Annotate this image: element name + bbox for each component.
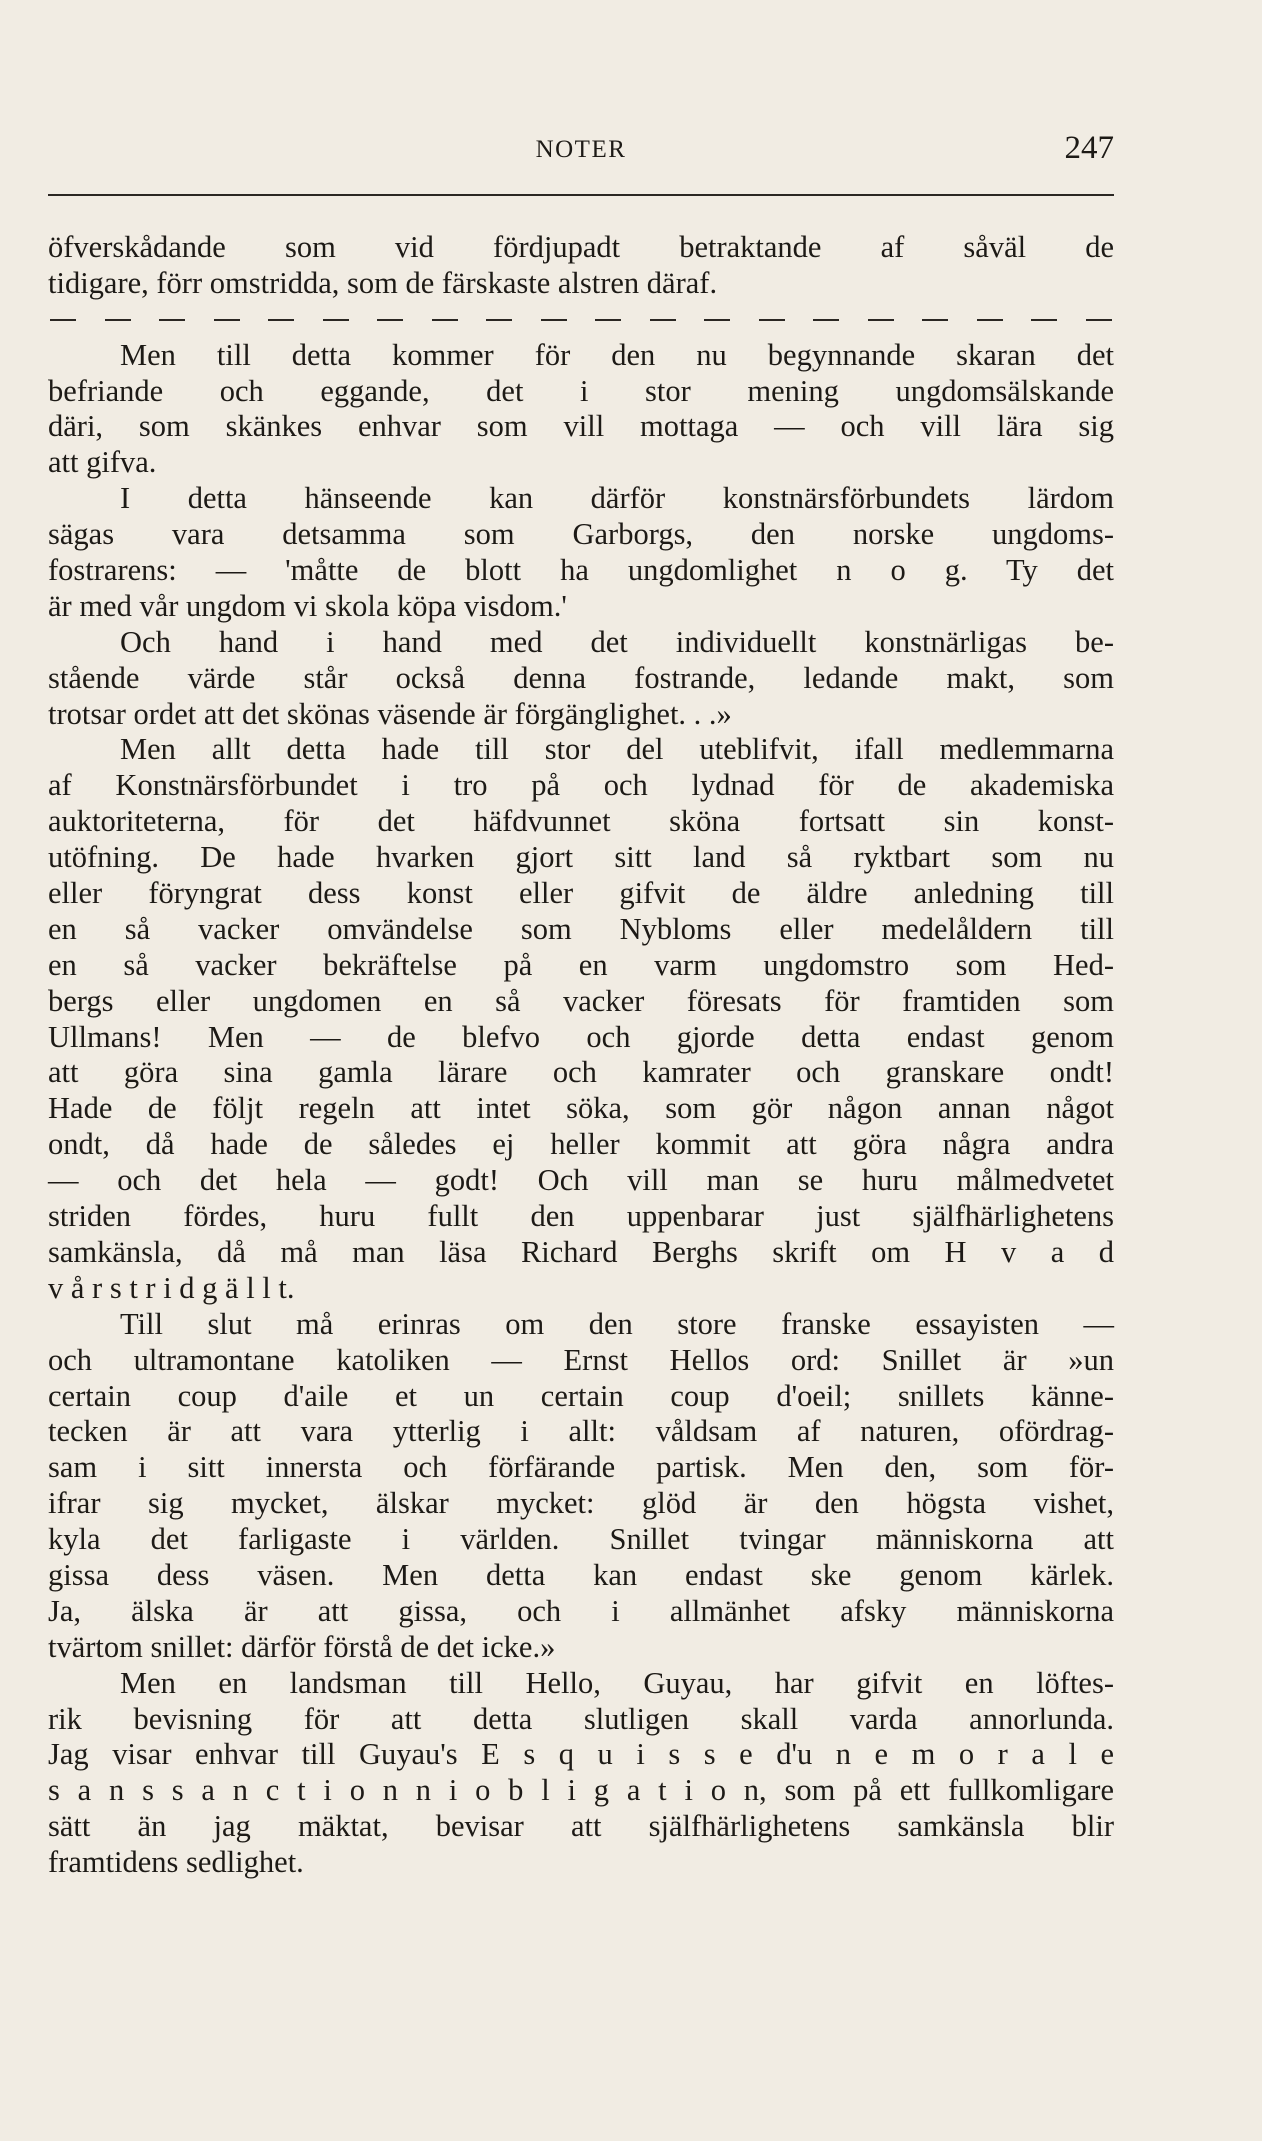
- text-line: Jag visar enhvar till Guyau's E s q u i s s e d'u n e m o r a l e: [48, 1737, 1114, 1772]
- text-line: striden fördes, huru fullt den uppenbarar just själfhärlighetens: [48, 1199, 1114, 1234]
- text-line: samkänsla, då må man läsa Richard Berghs skrift om H v a d: [48, 1234, 1114, 1269]
- text-line: att göra sina gamla lärare och kamrater och granskare ondt!: [48, 1055, 1114, 1090]
- text-line: sätt än jag mäktat, bevisar att själfhärlighetens samkänsla blir: [48, 1809, 1114, 1844]
- text-line: trotsar ordet att det skönas väsende är förgänglighet. . .»: [48, 696, 732, 731]
- text-line: Men en landsman till Hello, Guyau, har gifvit en löftes-: [120, 1665, 1114, 1700]
- text-line: rik bevisning för att detta slutligen skall varda annorlunda.: [48, 1701, 1114, 1736]
- text-line: Och hand i hand med det individuellt konstnärligas be-: [120, 624, 1114, 659]
- text-line: gissa dess väsen. Men detta kan endast ske genom kärlek.: [48, 1557, 1114, 1592]
- text-line: Ja, älska är att gissa, och i allmänhet afsky människorna: [48, 1593, 1114, 1628]
- text-line: Till slut må erinras om den store franske essayisten —: [120, 1306, 1114, 1341]
- text-line: I detta hänseende kan därför konstnärsförbundets lärdom: [120, 481, 1114, 516]
- text-line: är med vår ungdom vi skola köpa visdom.': [48, 588, 567, 623]
- text-line: tvärtom snillet: därför förstå de det icke.»: [48, 1629, 556, 1664]
- text-line: framtidens sedlighet.: [48, 1845, 304, 1880]
- text-line: tidigare, förr omstridda, som de färskaste alstren däraf.: [48, 265, 718, 300]
- text-line: fostrarens: — 'måtte de blott ha ungdomlighet n o g. Ty det: [48, 553, 1114, 588]
- text-line: v å r s t r i d g ä l l t.: [48, 1270, 295, 1305]
- text-line: auktoriteterna, för det häfdvunnet sköna fortsatt sin konst-: [48, 804, 1114, 839]
- text-line: af Konstnärsförbundet i tro på och lydnad för de akademiska: [48, 768, 1114, 803]
- text-line: stående värde står också denna fostrande, ledande makt, som: [48, 660, 1114, 695]
- text-line: en så vacker omvändelse som Nybloms eller medelåldern till: [48, 911, 1114, 946]
- text-line: och ultramontane katoliken — Ernst Hellos ord: Snillet är »un: [48, 1342, 1114, 1377]
- text-line: däri, som skänkes enhvar som vill mottaga — och vill lära sig: [48, 409, 1114, 444]
- page-number: 247: [1064, 130, 1114, 166]
- text-line: ifrar sig mycket, älskar mycket: glöd är den högsta vishet,: [48, 1486, 1114, 1521]
- header-rule: [48, 194, 1114, 196]
- text-line: tecken är att vara ytterlig i allt: våldsam af naturen, ofördrag-: [48, 1414, 1114, 1449]
- text-line: öfverskådande som vid fördjupadt betraktande af såväl de: [48, 230, 1114, 264]
- text-line: s a n s s a n c t i o n n i o b l i g a t i o n, som på ett fullkomligare: [48, 1773, 1114, 1808]
- text-line: Men till detta kommer för den nu begynnande skaran det: [120, 337, 1114, 372]
- text-line: Ullmans! Men — de blefvo och gjorde detta endast genom: [48, 1019, 1114, 1054]
- text-line: befriande och eggande, det i stor mening ungdomsälskande: [48, 373, 1114, 408]
- text-line: eller föryngrat dess konst eller gifvit de äldre anledning till: [48, 876, 1114, 911]
- text-line: certain coup d'aile et un certain coup d'oeil; snillets känne-: [48, 1378, 1114, 1413]
- section-break-dashes: [48, 302, 1114, 338]
- text-line: bergs eller ungdomen en så vacker föresats för framtiden som: [48, 983, 1114, 1018]
- text-line: utöfning. De hade hvarken gjort sitt land så ryktbart som nu: [48, 840, 1114, 875]
- text-line: att gifva.: [48, 445, 157, 480]
- text-line: Hade de följt regeln att intet söka, som gör någon annan något: [48, 1091, 1114, 1126]
- text-line: en så vacker bekräftelse på en varm ungdomstro som Hed-: [48, 947, 1114, 982]
- text-line: sägas vara detsamma som Garborgs, den norske ungdoms-: [48, 517, 1114, 552]
- running-head: NOTER: [535, 136, 627, 163]
- text-line: sam i sitt innersta och förfärande partisk. Men den, som för-: [48, 1450, 1114, 1485]
- text-line: Men allt detta hade till stor del uteblifvit, ifall medlemmarna: [120, 732, 1114, 767]
- text-line: — och det hela — godt! Och vill man se huru målmedvetet: [48, 1163, 1114, 1198]
- body-text: [48, 230, 1114, 1881]
- text-line: kyla det farligaste i världen. Snillet tvingar människorna att: [48, 1522, 1114, 1557]
- text-line: ondt, då hade de således ej heller kommit att göra några andra: [48, 1127, 1114, 1162]
- page-header: [48, 130, 1114, 178]
